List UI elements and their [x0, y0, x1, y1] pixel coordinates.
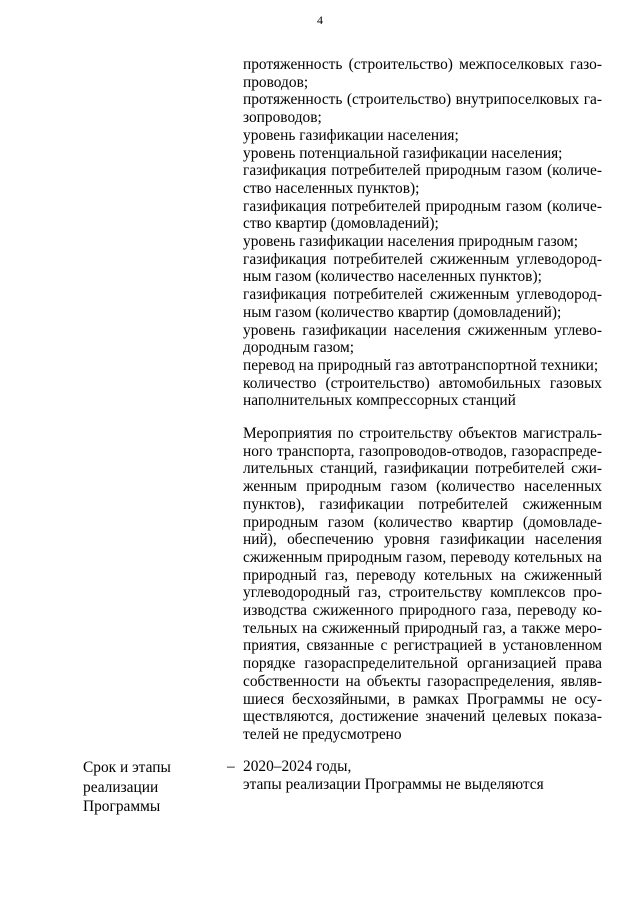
- terms-value: [243, 758, 602, 793]
- indicator-line: уровень газификации населения;: [243, 126, 459, 144]
- indicator-line: протяженность (строительство) внутрипоселковых га-: [243, 91, 602, 109]
- note-line: сжиженным природным газом, переводу котельных на: [243, 548, 602, 566]
- indicator-line: газификация потребителей природным газом (количе-: [243, 197, 602, 215]
- terms-value-line: 2020–2024 годы,: [243, 758, 352, 775]
- terms-value-line: этапы реализации Программы не выделяются: [243, 775, 544, 793]
- note-line: пунктов), газификации потребителей сжиженным: [243, 495, 602, 513]
- terms-label: [83, 758, 213, 817]
- indicator-line: ство населенных пунктов);: [243, 179, 420, 197]
- indicator-line: наполнительных компрессорных станций: [243, 392, 516, 410]
- indicator-line: уровень газификации населения сжиженным углево-: [243, 321, 602, 339]
- note-line: ществляются, достижение значений целевых показа-: [243, 708, 602, 726]
- note-line: углеводородный газ, строительству комплексов про-: [243, 584, 602, 602]
- note-line: приятия, связанные с регистрацией в установленном: [243, 637, 602, 655]
- note-line: порядке газораспределительной организацией права: [243, 655, 602, 673]
- note-line: тельных на сжиженный природный газ, а также меро-: [243, 619, 602, 637]
- terms-dash: –: [227, 758, 235, 775]
- indicator-line: количество (строительство) автомобильных газовых: [243, 374, 602, 392]
- note-line: шиеся бесхозяйными, в рамках Программы не осу-: [243, 690, 602, 708]
- indicator-line: ным газом (количество квартир (домовладений);: [243, 303, 562, 321]
- note-line: изводства сжиженного природного газа, переводу ко-: [243, 602, 602, 620]
- terms-label-line: Срок и этапы: [83, 759, 171, 776]
- indicator-line: газификация потребителей природным газом (количе-: [243, 162, 602, 180]
- note-paragraph: [243, 425, 602, 744]
- note-line: Мероприятия по строительству объектов магистраль-: [243, 425, 602, 442]
- indicator-line: уровень газификации населения природным газом;: [243, 233, 578, 251]
- indicator-line: зопроводов;: [243, 109, 322, 127]
- indicator-line: газификация потребителей сжиженным углеводород-: [243, 250, 602, 268]
- note-line: лительных станций, газификации потребителей сжи-: [243, 460, 602, 478]
- note-line: природным газом (количество квартир (домовладе-: [243, 513, 602, 531]
- note-line: ний), обеспечению уровня газификации населения: [243, 531, 602, 549]
- note-line: телей не предусмотрено: [243, 725, 402, 743]
- note-line: ного транспорта, газопроводов-отводов, газораспреде-: [243, 442, 602, 460]
- indicator-line: дородным газом;: [243, 339, 355, 357]
- terms-label-line: Программы: [83, 798, 161, 815]
- indicator-line: ным газом (количество населенных пунктов);: [243, 268, 542, 286]
- indicator-line: ство квартир (домовладений);: [243, 215, 439, 233]
- terms-label-line: реализации: [83, 778, 159, 796]
- note-line: природный газ, переводу котельных на сжиженный: [243, 566, 602, 584]
- indicator-line: протяженность (строительство) межпоселковых газо-: [243, 56, 602, 73]
- note-line: собственности на объекты газораспределения, являв-: [243, 672, 602, 690]
- indicator-line: газификация потребителей сжиженным углеводород-: [243, 286, 602, 304]
- page-number: 4: [317, 13, 323, 27]
- indicators-list: [243, 56, 602, 410]
- indicator-line: перевод на природный газ автотранспортной техники;: [243, 356, 599, 374]
- indicator-line: проводов;: [243, 73, 309, 91]
- indicator-line: уровень потенциальной газификации населения;: [243, 144, 563, 162]
- note-line: женным природным газом (количество населенных: [243, 478, 602, 496]
